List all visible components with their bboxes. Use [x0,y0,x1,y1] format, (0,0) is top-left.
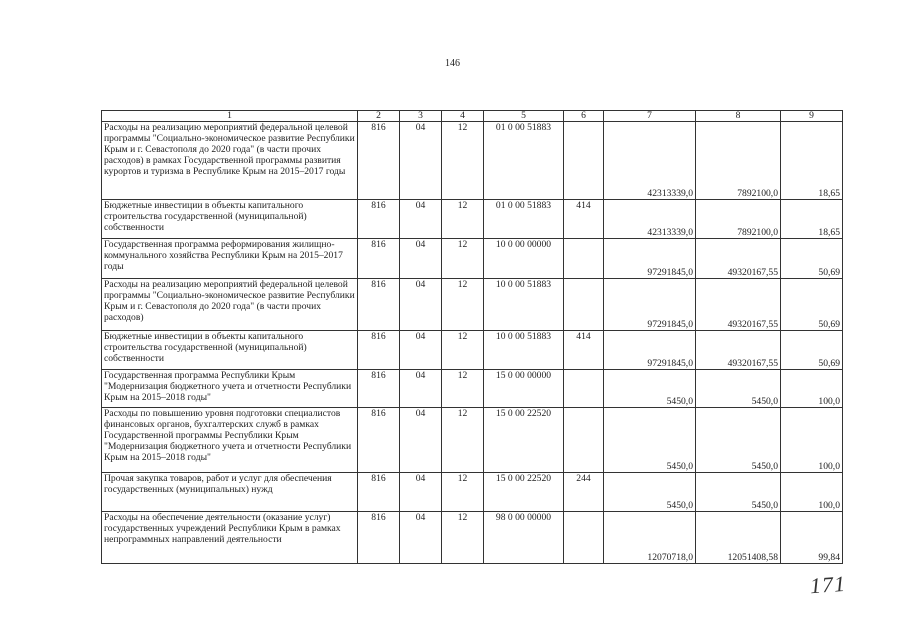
row-description: Расходы на реализацию мероприятий федеральной целевой программы "Социально-экономическое развитие Республики Крым и г. Севастополя до 2020 года" (в части прочих расходов) в рамках Государственной программы развития курортов и туризма в Республике Крым на 2015–2017 годы [102,122,358,200]
admin-code: 816 [358,239,400,279]
section-code: 04 [400,279,442,331]
target-article-code: 10 0 00 00000 [484,239,564,279]
section-code: 04 [400,408,442,473]
executed-amount: 49320167,55 [696,279,781,331]
page-number: 146 [445,58,460,69]
execution-percent: 99,84 [781,512,843,564]
subsection-code: 12 [442,200,484,239]
expense-type-code: 414 [564,331,604,370]
section-code: 04 [400,331,442,370]
execution-percent: 18,65 [781,122,843,200]
subsection-code: 12 [442,331,484,370]
section-code: 04 [400,473,442,512]
target-article-code: 10 0 00 51883 [484,331,564,370]
admin-code: 816 [358,473,400,512]
table-row [102,331,843,370]
subsection-code: 12 [442,473,484,512]
row-description: Государственная программа реформирования жилищно-коммунального хозяйства Республики Крым на 2015–2017 годы [102,239,358,279]
section-code: 04 [400,200,442,239]
planned-amount: 42313339,0 [604,200,696,239]
row-description: Расходы по повышению уровня подготовки специалистов финансовых органов, бухгалтерских служб в рамках Государственной программы Республики Крым "Модернизация бюджетного учета и отчетности Республики Крым на 2015–2018 годы" [102,408,358,473]
execution-percent: 50,69 [781,239,843,279]
subsection-code: 12 [442,512,484,564]
section-code: 04 [400,512,442,564]
subsection-code: 12 [442,279,484,331]
admin-code: 816 [358,331,400,370]
table-row [102,512,843,564]
expense-type-code [564,279,604,331]
target-article-code: 15 0 00 22520 [484,473,564,512]
execution-percent: 100,0 [781,370,843,408]
column-header: 7 [604,111,696,122]
admin-code: 816 [358,512,400,564]
column-header: 6 [564,111,604,122]
planned-amount: 5450,0 [604,408,696,473]
planned-amount: 97291845,0 [604,279,696,331]
target-article-code: 01 0 00 51883 [484,122,564,200]
admin-code: 816 [358,370,400,408]
admin-code: 816 [358,279,400,331]
expense-type-code: 244 [564,473,604,512]
planned-amount: 42313339,0 [604,122,696,200]
execution-percent: 50,69 [781,279,843,331]
column-header: 2 [358,111,400,122]
column-header: 8 [696,111,781,122]
row-description: Бюджетные инвестиции в объекты капитального строительства государственной (муниципальной) собственности [102,331,358,370]
subsection-code: 12 [442,370,484,408]
executed-amount: 12051408,58 [696,512,781,564]
expense-type-code: 414 [564,200,604,239]
target-article-code: 98 0 00 00000 [484,512,564,564]
executed-amount: 49320167,55 [696,331,781,370]
budget-table [101,110,843,564]
table-row [102,200,843,239]
admin-code: 816 [358,408,400,473]
column-header: 3 [400,111,442,122]
row-description: Государственная программа Республики Крым "Модернизация бюджетного учета и отчетности Республики Крым на 2015–2018 годы" [102,370,358,408]
planned-amount: 97291845,0 [604,331,696,370]
handwritten-sheet-number: 171 [809,570,847,599]
expense-type-code [564,370,604,408]
executed-amount: 7892100,0 [696,200,781,239]
table-header-row [102,111,843,122]
target-article-code: 15 0 00 22520 [484,408,564,473]
table-row [102,239,843,279]
subsection-code: 12 [442,239,484,279]
row-description: Расходы на реализацию мероприятий федеральной целевой программы "Социально-экономическое развитие Республики Крым и г. Севастополя до 2020 года" (в части прочих расходов) [102,279,358,331]
row-description: Прочая закупка товаров, работ и услуг для обеспечения государственных (муниципальных) нужд [102,473,358,512]
planned-amount: 5450,0 [604,370,696,408]
executed-amount: 5450,0 [696,408,781,473]
target-article-code: 01 0 00 51883 [484,200,564,239]
expense-type-code [564,408,604,473]
target-article-code: 15 0 00 00000 [484,370,564,408]
executed-amount: 5450,0 [696,473,781,512]
admin-code: 816 [358,200,400,239]
table-row [102,279,843,331]
planned-amount: 97291845,0 [604,239,696,279]
expense-type-code [564,122,604,200]
table-row [102,122,843,200]
table-row [102,408,843,473]
row-description: Расходы на обеспечение деятельности (оказание услуг) государственных учреждений Республики Крым в рамках непрограммных направлений деятельности [102,512,358,564]
execution-percent: 100,0 [781,473,843,512]
admin-code: 816 [358,122,400,200]
section-code: 04 [400,239,442,279]
planned-amount: 5450,0 [604,473,696,512]
column-header: 1 [102,111,358,122]
executed-amount: 7892100,0 [696,122,781,200]
execution-percent: 50,69 [781,331,843,370]
table-row [102,370,843,408]
subsection-code: 12 [442,122,484,200]
execution-percent: 18,65 [781,200,843,239]
executed-amount: 49320167,55 [696,239,781,279]
execution-percent: 100,0 [781,408,843,473]
column-header: 4 [442,111,484,122]
expense-type-code [564,512,604,564]
column-header: 5 [484,111,564,122]
table-body [102,111,843,564]
section-code: 04 [400,370,442,408]
column-header: 9 [781,111,843,122]
planned-amount: 12070718,0 [604,512,696,564]
expense-type-code [564,239,604,279]
section-code: 04 [400,122,442,200]
subsection-code: 12 [442,408,484,473]
target-article-code: 10 0 00 51883 [484,279,564,331]
executed-amount: 5450,0 [696,370,781,408]
row-description: Бюджетные инвестиции в объекты капитального строительства государственной (муниципальной) собственности [102,200,358,239]
table-row [102,473,843,512]
